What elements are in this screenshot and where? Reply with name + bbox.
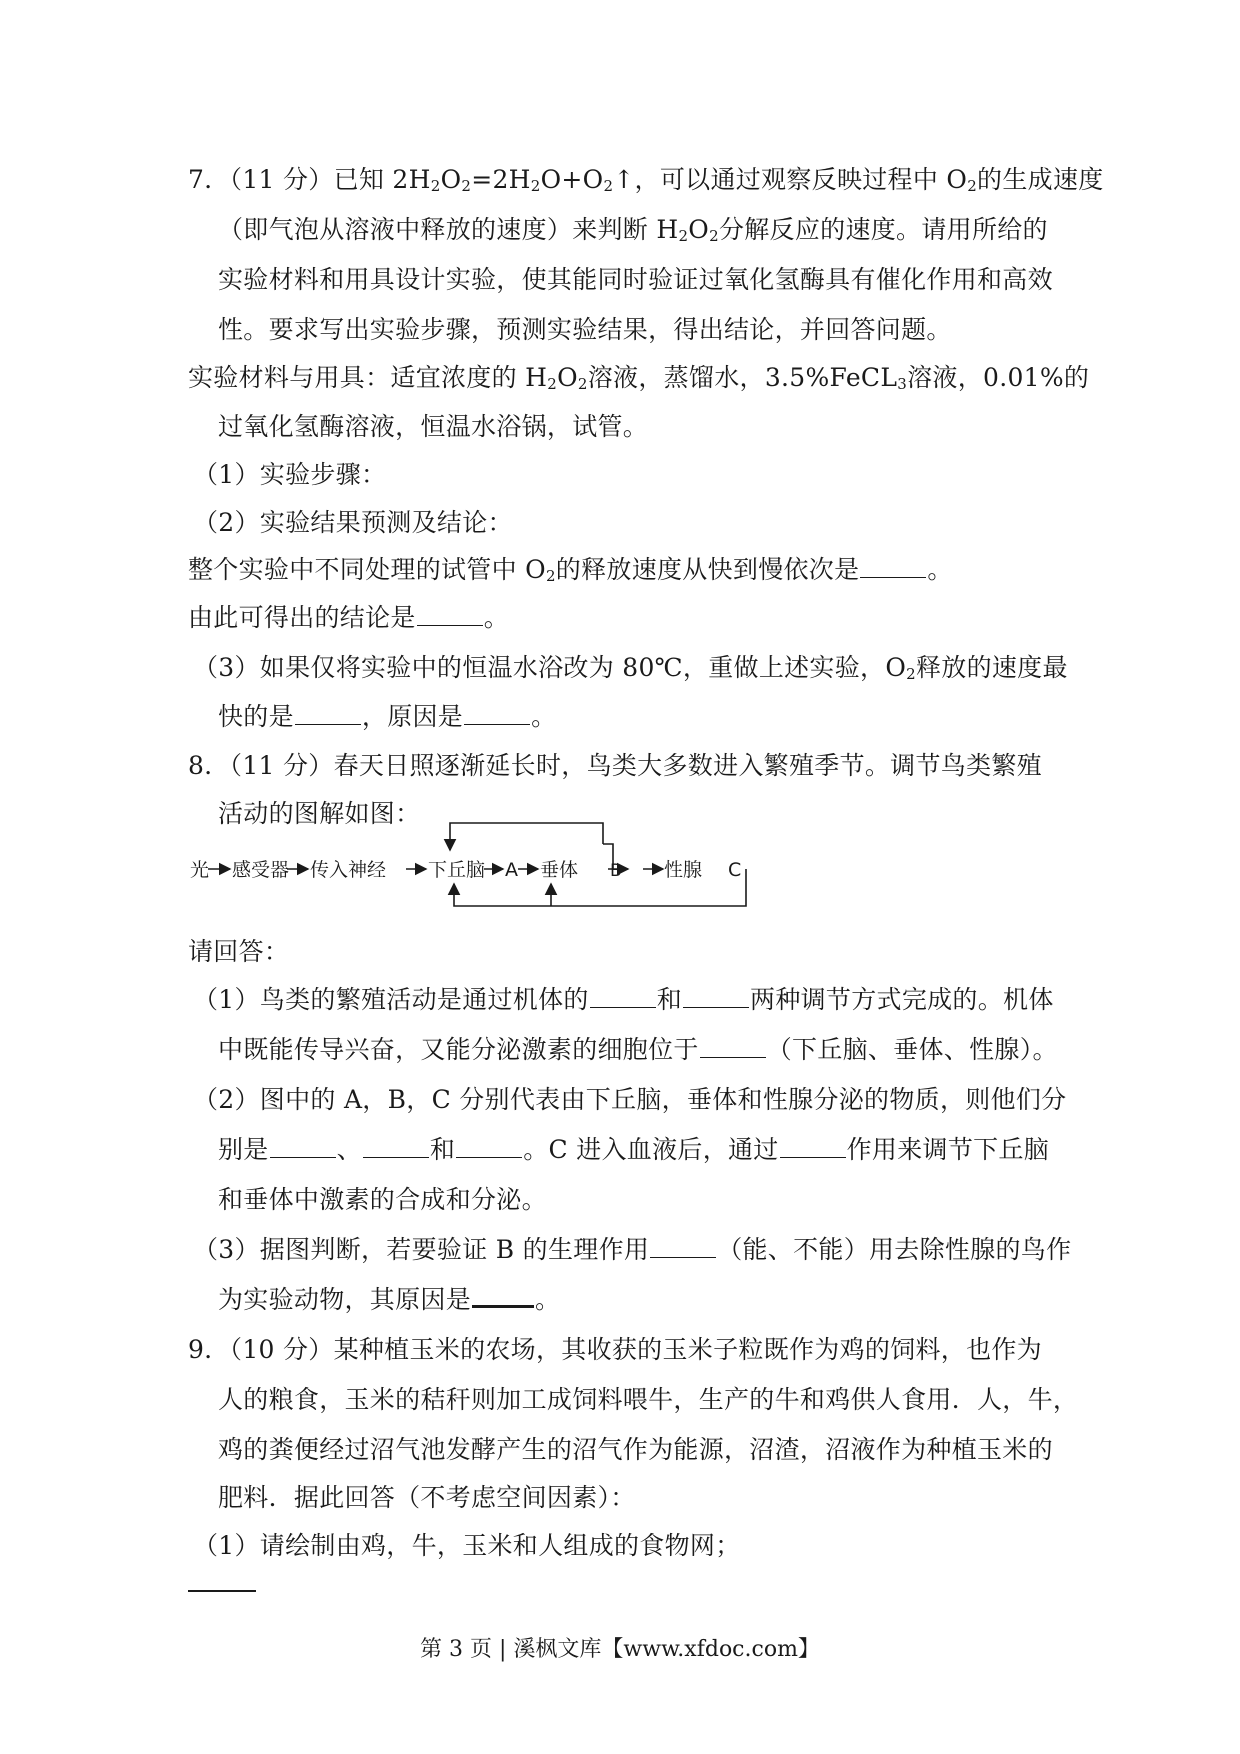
q7-materials-2: 过氧化氢酶溶液，恒温水浴锅，试管。 [218,412,649,441]
diagram-pituitary: 垂体 [540,859,579,881]
q7-part-2b: 由此可得出的结论是 。 [188,603,510,632]
q8-part-1-line-2: 中既能传导兴奋，又能分泌激素的细胞位于 （下丘脑、垂体、性腺）。 [218,1035,1058,1064]
q9-number: 9． [188,1335,230,1364]
q8-ask: 请回答： [188,937,290,966]
q7-line-2: （即气泡从溶液中释放的速度）来判断 $H_2O_2$分解反应的速度。请用所给的 [218,215,1048,245]
q8-part-3: （3）据图判断，若要验证 B 的生理作用 （能、不能）用去除性腺的鸟作 [193,1235,1072,1264]
answer-blank[interactable] [270,1137,336,1158]
page-footer: 第 3 页 | 溪枫文库【www.xfdoc.com】 [420,1637,820,1662]
q7-materials: 实验材料与用具：适宜浓度的 $H_2O_2$溶液，蒸馏水，3.5%FeCL$_3$溶液，0.01%的 [188,363,1090,393]
q7-part-3: （3）如果仅将实验中的恒温水浴改为 80℃，重做上述实验，$O_2$释放的速度最 [193,653,1068,683]
diagram-b: B [610,861,622,881]
regulation-diagram [188,818,748,908]
answer-blank[interactable] [650,1237,716,1258]
q7-number: 7． [188,165,230,194]
footnote-divider [188,1590,256,1592]
answer-blank[interactable] [590,987,656,1008]
q8-number: 8． [188,751,230,780]
q8-line-2: 活动的图解如图： [218,799,421,828]
q9-line-1: 9．（10 分）某种植玉米的农场，其收获的玉米子粒既作为鸡的饲料，也作为 [188,1335,1042,1364]
answer-blank[interactable] [780,1137,846,1158]
diagram-hypothalamus: 下丘脑 [428,859,486,881]
diagram-gonad: 性腺 [664,859,703,881]
q8-part-3-line-2: 为实验动物，其原因是 。 [218,1285,561,1314]
answer-blank[interactable] [295,704,361,725]
answer-blank[interactable] [464,704,530,725]
diagram-c: C [728,859,742,881]
q9-line-2: 人的粮食，玉米的秸秆则加工成饲料喂牛，生产的牛和鸡供人食用．人，牛， [218,1385,1079,1414]
answer-blank[interactable] [860,557,926,578]
regulation-diagram-svg [188,818,748,908]
q8-line-1: 8．（11 分）春天日照逐渐延长时，鸟类大多数进入繁殖季节。调节鸟类繁殖 [188,751,1042,780]
answer-blank[interactable] [472,1285,534,1308]
answer-blank[interactable] [363,1137,429,1158]
q7-part-2: （2）实验结果预测及结论： [193,508,513,537]
answer-blank[interactable] [683,987,749,1008]
answer-blank[interactable] [456,1137,522,1158]
q8-part-2-line-2: 别是 、 和 。C 进入血液后，通过 作用来调节下丘脑 [218,1135,1050,1164]
answer-blank[interactable] [417,605,483,626]
q7-line-1: 7．（11 分）已知 $2H_2O_2=2H_2O+O_2↑$，可以通过观察反映过程中 $O_2$的生成速度 [188,165,1104,195]
q8-part-2-line-3: 和垂体中激素的合成和分泌。 [218,1185,547,1214]
diagram-afferent-nerve: 传入神经 [310,859,387,881]
q9-part-1: （1）请绘制由鸡，牛，玉米和人组成的食物网； [193,1531,741,1560]
q7-part-1: （1）实验步骤： [193,460,387,489]
q7-line-4: 性。要求写出实验步骤，预测实验结果，得出结论，并回答问题。 [218,315,952,344]
q9-line-4: 肥料．据此回答（不考虑空间因素）： [218,1483,636,1512]
q8-part-2: （2）图中的 A，B，C 分别代表由下丘脑，垂体和性腺分泌的物质，则他们分 [193,1085,1067,1114]
q7-line-3: 实验材料和用具设计实验，使其能同时验证过氧化氢酶具有催化作用和高效 [218,265,1053,294]
diagram-receptor: 感受器 [232,859,290,881]
diagram-light: 光 [190,859,210,881]
q9-line-3: 鸡的粪便经过沼气池发酵产生的沼气作为能源，沼渣，沼液作为种植玉米的 [218,1435,1053,1464]
answer-blank[interactable] [700,1037,766,1058]
q7-part-3-line-2: 快的是 ，原因是 。 [218,702,557,731]
diagram-a: A [505,859,518,881]
q7-part-2a: 整个实验中不同处理的试管中 $O_2$的释放速度从快到慢依次是 。 [188,555,953,585]
q8-part-1: （1）鸟类的繁殖活动是通过机体的 和 两种调节方式完成的。机体 [193,985,1054,1014]
